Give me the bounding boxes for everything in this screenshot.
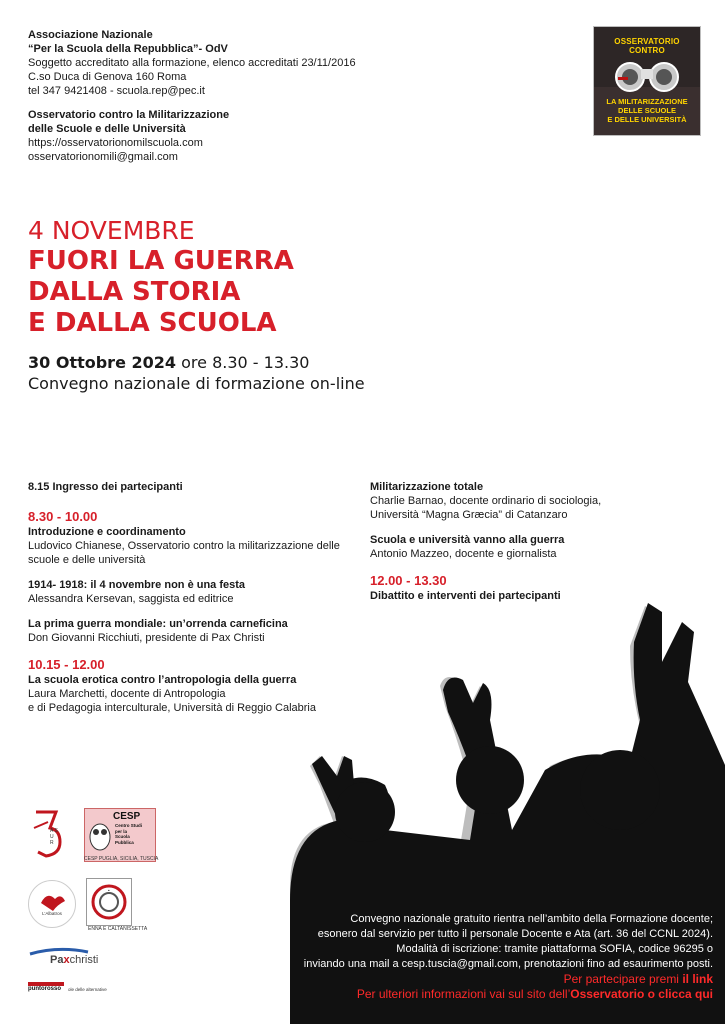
- cesp-caption: CESP PUGLIA, SICILIA, TUSCIA: [84, 856, 159, 862]
- cobas-enna-logo: [86, 878, 132, 926]
- cesp-logo-title: CESP: [113, 811, 141, 822]
- cesp-sub-4: Pubblica: [115, 839, 134, 845]
- paxchristi-text: [50, 954, 98, 966]
- enna-caption: ENNA E CALTANISSETTA: [88, 926, 148, 932]
- org1-accreditation: Soggetto accreditato alla formazione, elenco accreditati 23/11/2016: [28, 57, 356, 69]
- program-block-r1: [370, 480, 700, 522]
- event-date: 30 Ottobre 2024: [28, 353, 177, 372]
- session-r1-title: Militarizzazione totale: [370, 481, 484, 493]
- bird-icon: [29, 881, 75, 927]
- observatory-logo-line1: LA MILITARIZZAZIONE: [606, 97, 688, 106]
- cesp-logo: [84, 808, 159, 862]
- org2-email[interactable]: osservatorionomili@gmail.com: [28, 151, 178, 163]
- session-r1-desc-2: Università “Magna Græcia” di Catanzaro: [370, 509, 568, 521]
- session-3-desc: Don Giovanni Ricchiuti, presidente di Pax Christi: [28, 632, 265, 644]
- paxchristi-logo: [28, 946, 108, 970]
- albatros-logo-text: L’Albatros: [42, 911, 62, 916]
- program-block-1: [28, 508, 348, 567]
- cesp-sub-1: Centro Studi: [115, 823, 142, 828]
- owl-icon: [87, 815, 115, 855]
- org2-website[interactable]: https://osservatorionomilscuola.com: [28, 137, 203, 149]
- event-subtitle: Convegno nazionale di formazione on-line: [28, 374, 365, 393]
- asur-logo-text: A S U R: [50, 828, 58, 846]
- cesp-logo-sub: [115, 823, 142, 845]
- session-r2-desc: Antonio Mazzeo, docente e giornalista: [370, 548, 557, 560]
- title-line-3: E DALLA SCUOLA: [28, 308, 277, 338]
- observatory-link[interactable]: [303, 987, 713, 1002]
- program-right-column: [370, 480, 700, 614]
- title-date: 4 NOVEMBRE: [28, 216, 195, 245]
- session-2-desc: Alessandra Kersevan, saggista ed editrice: [28, 593, 234, 605]
- info-line-3: Modalità di iscrizione: tramite piattaforma SOFIA, codice 96295 o: [396, 943, 713, 955]
- pax-x: x: [63, 954, 70, 966]
- register-link-bold[interactable]: il link: [682, 972, 713, 986]
- puntorosso-text: puntorosso: [28, 986, 61, 992]
- program-block-3: [28, 617, 348, 645]
- session-1-desc: Ludovico Chianese, Osservatorio contro la militarizzazione delle: [28, 540, 340, 552]
- program-block-r3: [370, 572, 700, 603]
- program-block-r2: [370, 533, 700, 561]
- observatory-logo-line2: DELLE SCUOLE: [618, 106, 676, 115]
- info-line-1: Convegno nazionale gratuito rientra nell’ambito della Formazione docente;: [350, 913, 713, 925]
- org2-name-2: delle Scuole e delle Università: [28, 123, 186, 135]
- title-line-2: DALLA STORIA: [28, 277, 241, 307]
- cesp-sub-2: per la: [115, 828, 128, 834]
- svg-text:·: ·: [107, 888, 111, 895]
- session-1-title: Introduzione e coordinamento: [28, 526, 186, 538]
- globe-icon: [87, 879, 131, 925]
- puntorosso-sub: ole delle alternative: [68, 987, 107, 992]
- observatory-logo-top-text: OSSERVATORIO CONTRO: [614, 37, 680, 55]
- info-line-4: inviando una mail a cesp.tuscia@gmail.com, prenotazioni fino ad esaurimento posti.: [303, 958, 713, 970]
- asur-logo: [30, 808, 72, 872]
- program-left-column: [28, 480, 348, 726]
- observatory-link-text: Per ulteriori informazioni vai sul sito dell’: [356, 987, 571, 1001]
- register-link[interactable]: [303, 972, 713, 987]
- org2-name: Osservatorio contro la Militarizzazione: [28, 109, 230, 121]
- program-block-4: [28, 656, 348, 715]
- cesp-sub-3: Scuola: [115, 834, 130, 839]
- puntorosso-logo: [28, 982, 118, 996]
- org1-address: C.so Duca di Genova 160 Roma: [28, 71, 187, 83]
- event-time: ore 8.30 - 13.30: [176, 353, 310, 372]
- observatory-logo-line3: E DELLE UNIVERSITÀ: [607, 115, 687, 124]
- time-slot-1: 8.30 - 10.00: [28, 509, 98, 524]
- session-4-title: La scuola erotica contro l’antropologia della guerra: [28, 674, 297, 686]
- session-4-desc-2: e di Pedagogia interculturale, Università di Reggio Calabria: [28, 702, 316, 714]
- program-entry: 8.15 Ingresso dei partecipanti: [28, 481, 183, 493]
- title-line-1: FUORI LA GUERRA: [28, 246, 294, 276]
- session-r2-title: Scuola e università vanno alla guerra: [370, 534, 565, 546]
- session-4-desc: Laura Marchetti, docente di Antropologia: [28, 688, 226, 700]
- org1-name: Associazione Nazionale: [28, 29, 153, 41]
- org1-contact: tel 347 9421408 - scuola.rep@pec.it: [28, 85, 205, 97]
- session-2-title: 1914- 1918: il 4 novembre non è una festa: [28, 579, 246, 591]
- time-slot-2: 10.15 - 12.00: [28, 657, 105, 672]
- info-line-2: esonero dal servizio per tutto il personale Docente e Ata (art. 36 del CCNL 2024).: [317, 928, 713, 940]
- pax-pre: Pa: [50, 954, 64, 966]
- register-link-text: Per partecipare premi: [563, 972, 683, 986]
- session-r3-title: Dibattito e interventi dei partecipanti: [370, 590, 561, 602]
- observatory-link-bold[interactable]: Osservatorio o clicca qui: [570, 987, 713, 1001]
- session-3-title: La prima guerra mondiale: un’orrenda carneficina: [28, 618, 288, 630]
- time-slot-3: 12.00 - 13.30: [370, 573, 447, 588]
- albatros-logo: [28, 880, 76, 928]
- pax-post: christi: [69, 954, 99, 966]
- program-block-2: [28, 578, 348, 606]
- session-1-desc-2: scuole e delle università: [28, 554, 146, 566]
- session-r1-desc: Charlie Barnao, docente ordinario di sociologia,: [370, 495, 602, 507]
- registration-info: [303, 912, 713, 1002]
- org1-name-2: “Per la Scuola della Repubblica”- OdV: [28, 43, 228, 55]
